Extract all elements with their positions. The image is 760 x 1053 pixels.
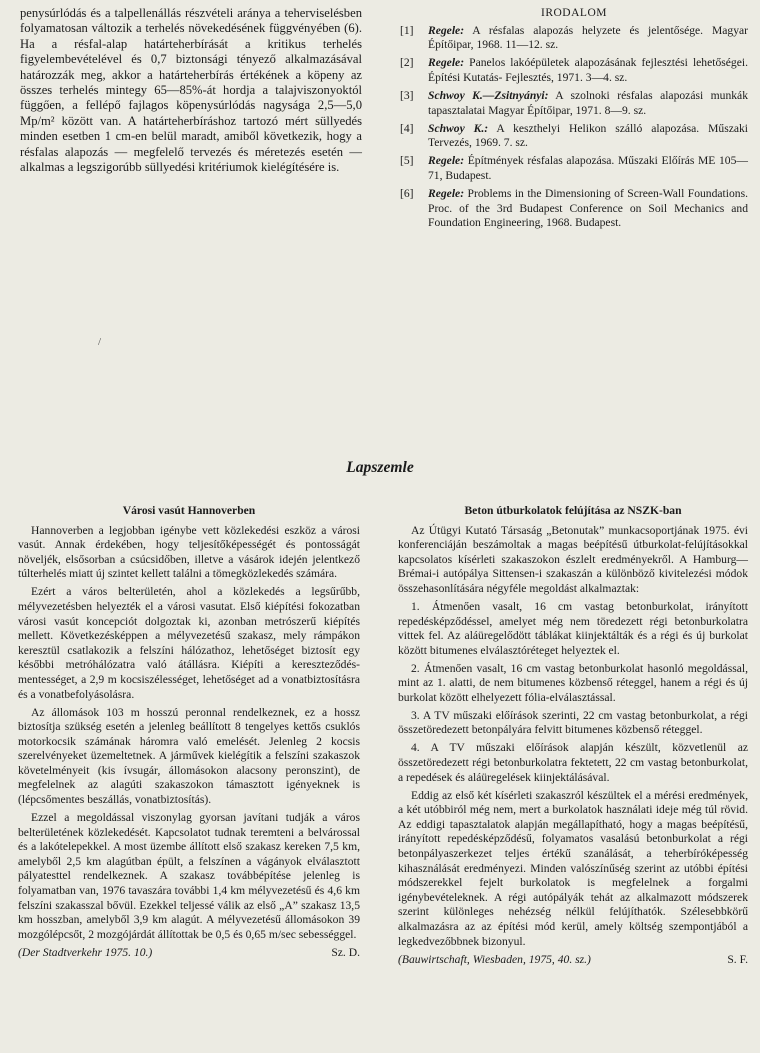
reference-author: Regele: [428,154,465,168]
article-hannover [18,504,360,960]
article-footer [18,946,360,961]
article-signature: Sz. D. [331,945,360,959]
reference-number: [2] [400,56,414,70]
article-title: Városi vasút Hannoverben [122,504,256,517]
reference-text: A szolnoki résfalas alapozási munkák tapasztalatai Magyar Építőipar, 1971. 8—9. sz. [428,88,748,117]
article-source: (Bauwirtschaft, Wiesbaden, 1975, 40. sz.) [398,952,591,966]
top-paragraph-column [20,6,362,175]
article-source: (Der Stadtverkehr 1975. 10.) [18,945,153,959]
reference-number: [4] [400,121,414,135]
article-paragraph: 4. A TV műszaki előírások alapján készült, közvetlenül az összetöredezett régi betonburkolatra fektetett, 22 cm vastag betonburkolat, a repedések és aláüregelések kiinjektálásával. [398,741,748,784]
reference-item [400,154,748,183]
article-footer [398,953,748,968]
reference-text: Problems in the Dimensioning of Screen-Wall Foundations. Proc. of the 3rd Budapest Conference on Soil Mechanics and Foundation Engineering, 1968. Budapest. [428,187,748,230]
article-paragraph: 2. Átmenően vasalt, 16 cm vastag betonburkolat hasonló megoldással, mint az 1. alatti, de nem bitumenes közbenső réteggel, hanem a régi és új burkolat között elhelyezett fólia-elválasztással. [398,661,748,704]
article-paragraph: 1. Átmenően vasalt, 16 cm vastag betonburkolat, irányított repedésképződéssel, amelyet még nem töredezett régi betonburkolatra vittek fel. Az aláüregelődött táblákat kiinjektálták és a régi és új burkolat között bitumenes elválasztóréteget helyeztek el. [398,599,748,657]
reference-number: [5] [400,154,414,168]
reference-number: [6] [400,187,414,201]
article-paragraph: Az Útügyi Kutató Társaság „Betonutak” munkacsoportjának 1975. évi konferenciáján beszámoltak a magas beépítésű útburkolat-felújításokkal kapcsolatos kísérleti szakaszokon észlelt eredményekről. A Hamburg—Brémai-i autópálya Sittensen-i szakaszán a különböző kivitelezési módok összehasonlítására négyféle megoldást alkalmaztak: [398,523,748,595]
body-paragraph: penysúrlódás és a talpellenállás részvételi aránya a teherviselésben folyamatosan változik a terhelés növekedésének függvényében (6). Ha a résfal-alap határteherbírását a kritikus terhelés figyelembevételével és 0,7 biztonsági tényező alkalmazásával határozzák meg, akkor a határteherbírás értékének a köpeny az összes terhelés mintegy 65—85%-át hordja a talajviszonyoktól függően, a fellépő fajlagos köpenysúrlódás nagysága 2,5—5,0 Mp/m² között van. A határteherbíráshoz tartozó mért süllyedés minden esetben 1 cm-en belül maradt, amiből következik, hogy a résfalas alapozás — megfelelő tervezés és méretezés esetén — alkalmas a legszigorúbb süllyedési kritériumok kielégítésére is. [20,6,362,175]
reference-number: [1] [400,23,414,37]
reference-author: Schwoy K.: [428,121,489,135]
article-body [398,524,748,950]
article-body [18,524,360,943]
reference-text: Panelos lakóépületek alapozásának fejlesztési lehetőségei. Építési Kutatás- Fejlesztés, 1971. 3—4. sz. [428,56,748,84]
reference-list [400,24,748,231]
reference-item [400,187,748,231]
references-title: IRODALOM [541,7,607,19]
article-road-pavement [398,504,748,967]
reference-author: Schwoy K.—Zsitnyányi: [428,88,549,102]
reference-text: Építmények résfalas alapozása. Műszaki Előírás ME 105—71, Budapest. [428,154,748,182]
page-mark: / [98,336,102,348]
reference-item [400,89,748,118]
reference-number: [3] [400,88,414,102]
article-signature: S. F. [727,952,748,966]
reference-item [400,24,748,53]
article-paragraph: 3. A TV műszaki előírások szerinti, 22 cm vastag betonburkolat, a régi összetöredezett betonpályára felvitt bitumenes közbenső réteggel. [398,708,748,737]
reference-author: Regele: [428,56,465,70]
references-section [400,6,748,234]
reference-text: A résfalas alapozás helyzete és jelentősége. Magyar Építőipar, 1968. 11—12. sz. [428,23,748,52]
article-paragraph: Eddig az első két kísérleti szakaszról készültek el a mérési eredmények, a két utóbbiról még nem, mert a burkolatok használati ideje még túl rövid. Az eddigi tapasztalatok alapján megállapítható, hogy a magas beépítésű, irányított repedésképződésű, folyamatos vasalású betonburkolat a régi betonpályaszerkezet teljes értékű szanálását, a teherbíróképesség kihasználását eredményezi. Minden valószínűség szerint az utóbbi építési módszerekkel fejelt burkolatok is megfelelnek a forgalmi igénybevételeknek. A régi autópályák tehát az alkalmazott módszerek szerint különleges nehézség nélkül felújíthatók. Szélesebbkörű alkalmazásra az az építési mód kerül, amely költség szempontjából a legkedvezőbbnek bizonyul. [398,788,748,948]
article-paragraph: Hannoverben a legjobban igénybe vett közlekedési eszköz a városi vasút. Annak érdekében, hogy teljesítőképességét és pontosságát növeljék, elsősorban a csúcsidőben, illetve a vásárok idején jelentkező túlterhelés miatt új szintet kellett találni a tömegközlekedés számára. [18,523,360,581]
section-title: Lapszemle [346,459,414,476]
reference-author: Regele: [428,187,465,201]
article-paragraph: Az állomások 103 m hosszú peronnal rendelkeznek, ez a hossz biztosítja szükség esetén a jelenleg beállított 8 tengelyes kettős csuklós motorkocsik számának háromra való emelését. Jelenleg 2 kocsis szerelvényeket üzemeltetnek. A járművek kielégítik a felszíni szakaszok követelményeit (kis ívsugár, állomásokon alacsony peronszint), de megfelelnek az alagúti szakaszokon támasztott igényeknek is (lépcsőmentes beszállás, vonatbiztosítás). [18,705,360,807]
reference-author: Regele: [428,23,465,37]
article-paragraph: Ezzel a megoldással viszonylag gyorsan javítani tudják a város belterületének közlekedését. Kapcsolatot tudnak teremteni a belvárossal és a lakótelepekkel. A most üzembe állított első szakasz kereken 7,5 km, amelyből 2,5 km alagútban épült, a felszínen a vágányok elválasztott pályatesttel rendelkeznek. A szakasz továbbépítése jelenleg is folyamatban van, 1976 tavaszára további 1,4 km mélyvezetésű és 4,6 km felszíni szakasszal bővül. Ezekkel teljessé válik az első „A” szakasz 13,5 km hosszban, amelyből 3,9 km alagút. A mélyvezetésű állomásokon 39 mozgólépcsőt, 2 mozgójárdát állítottak be 0,5 és 0,65 m/sec sebességgel. [18,811,360,941]
article-title: Beton útburkolatok felújítása az NSZK-ban [464,504,682,517]
reference-item [400,56,748,85]
article-paragraph: Ezért a város belterületén, ahol a közlekedés a legsűrűbb, mélyvezetésben helyezték el a városi vasutat. Első kiépítési fokozatban városi vasút koncepciót dolgoztak ki, azonban metrószerű kiépítés mellett. Következésképpen a mélyvezetésű szakasz, mely rámpákon keresztül csatlakozik a felszíni hálózathoz, lehetőséget biztosít egy későbbi metróhálózatra való átállásra. Kiépíti a kereszteződés-mentességet, a 2,9 m kocsiszélességet, lehetőséget ad a vonatbiztosításra és a vonatbefolyásolásra. [18,585,360,701]
reference-text: A keszthelyi Helikon szálló alapozása. Műszaki Tervezés, 1969. 7. sz. [428,121,749,150]
reference-item [400,122,748,151]
